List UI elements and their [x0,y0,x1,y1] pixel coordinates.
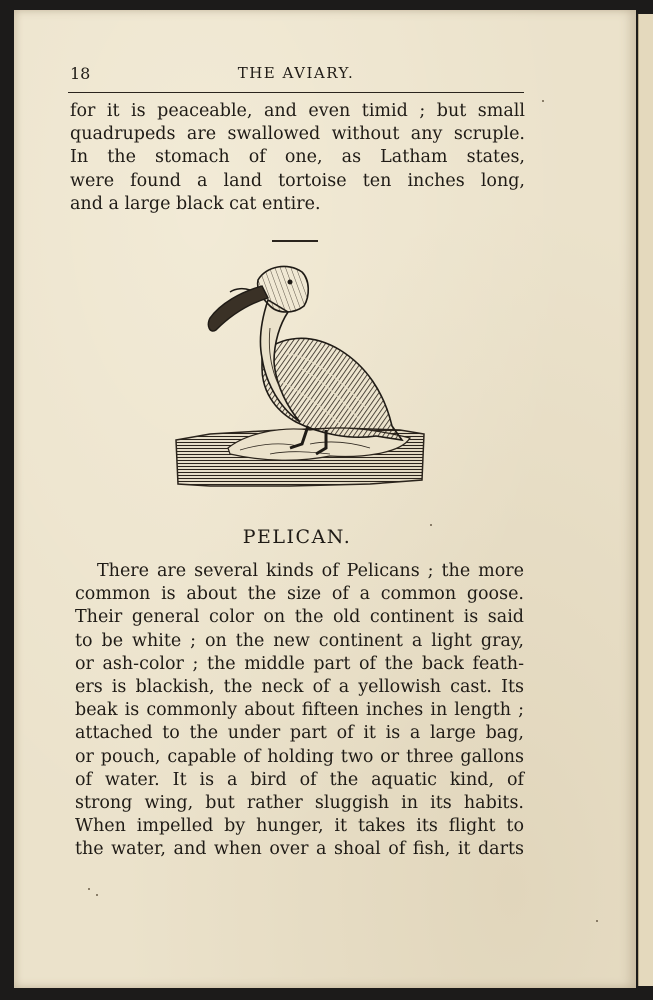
pelican-beak [208,286,268,331]
page-number: 18 [70,64,91,83]
text-line: or pouch, capable of holding two or three gallons [75,746,524,767]
text-line: the water, and when over a shoal of fish, it darts [75,839,524,860]
text-line: In the stomach of one, as Latham states, [70,147,525,168]
pelican-head [258,266,309,312]
header-rule [68,92,524,93]
text-line: and a large black cat entire. [70,193,321,214]
paragraph-continued [70,100,525,216]
page-header [70,64,522,88]
text-line: Their general color on the old continent is said [75,607,524,628]
facing-page-edge [638,14,653,986]
section-heading: PELICAN. [242,526,352,548]
text-line: common is about the size of a common goose. [75,584,524,605]
text-line: quadrupeds are swallowed without any scruple. [70,124,525,145]
pelican-body [262,338,402,440]
text-line: to be white ; on the new continent a light gray, [75,630,524,651]
text-line: for it is peaceable, and even timid ; but small [70,101,525,121]
text-line: attached to the under part of it is a large bag, [75,723,524,744]
text-line: ers is blackish, the neck of a yellowish cast. Its [75,677,524,698]
text-line: or ash-color ; the middle part of the back feath- [75,653,524,674]
pelican-description [75,560,524,862]
text-line: beak is commonly about fifteen inches in length ; [75,700,524,721]
text-line: strong wing, but rather sluggish in its habits. [75,793,524,814]
text-line: of water. It is a bird of the aquatic kind, of [75,769,524,790]
text-line: When impelled by hunger, it takes its flight to [75,816,524,837]
pelican-illustration [170,258,430,493]
running-title: THE AVIARY. [237,64,355,82]
section-divider [272,240,318,242]
text-line: There are several kinds of Pelicans ; the more [97,561,524,581]
text-line: were found a land tortoise ten inches long, [70,170,525,191]
